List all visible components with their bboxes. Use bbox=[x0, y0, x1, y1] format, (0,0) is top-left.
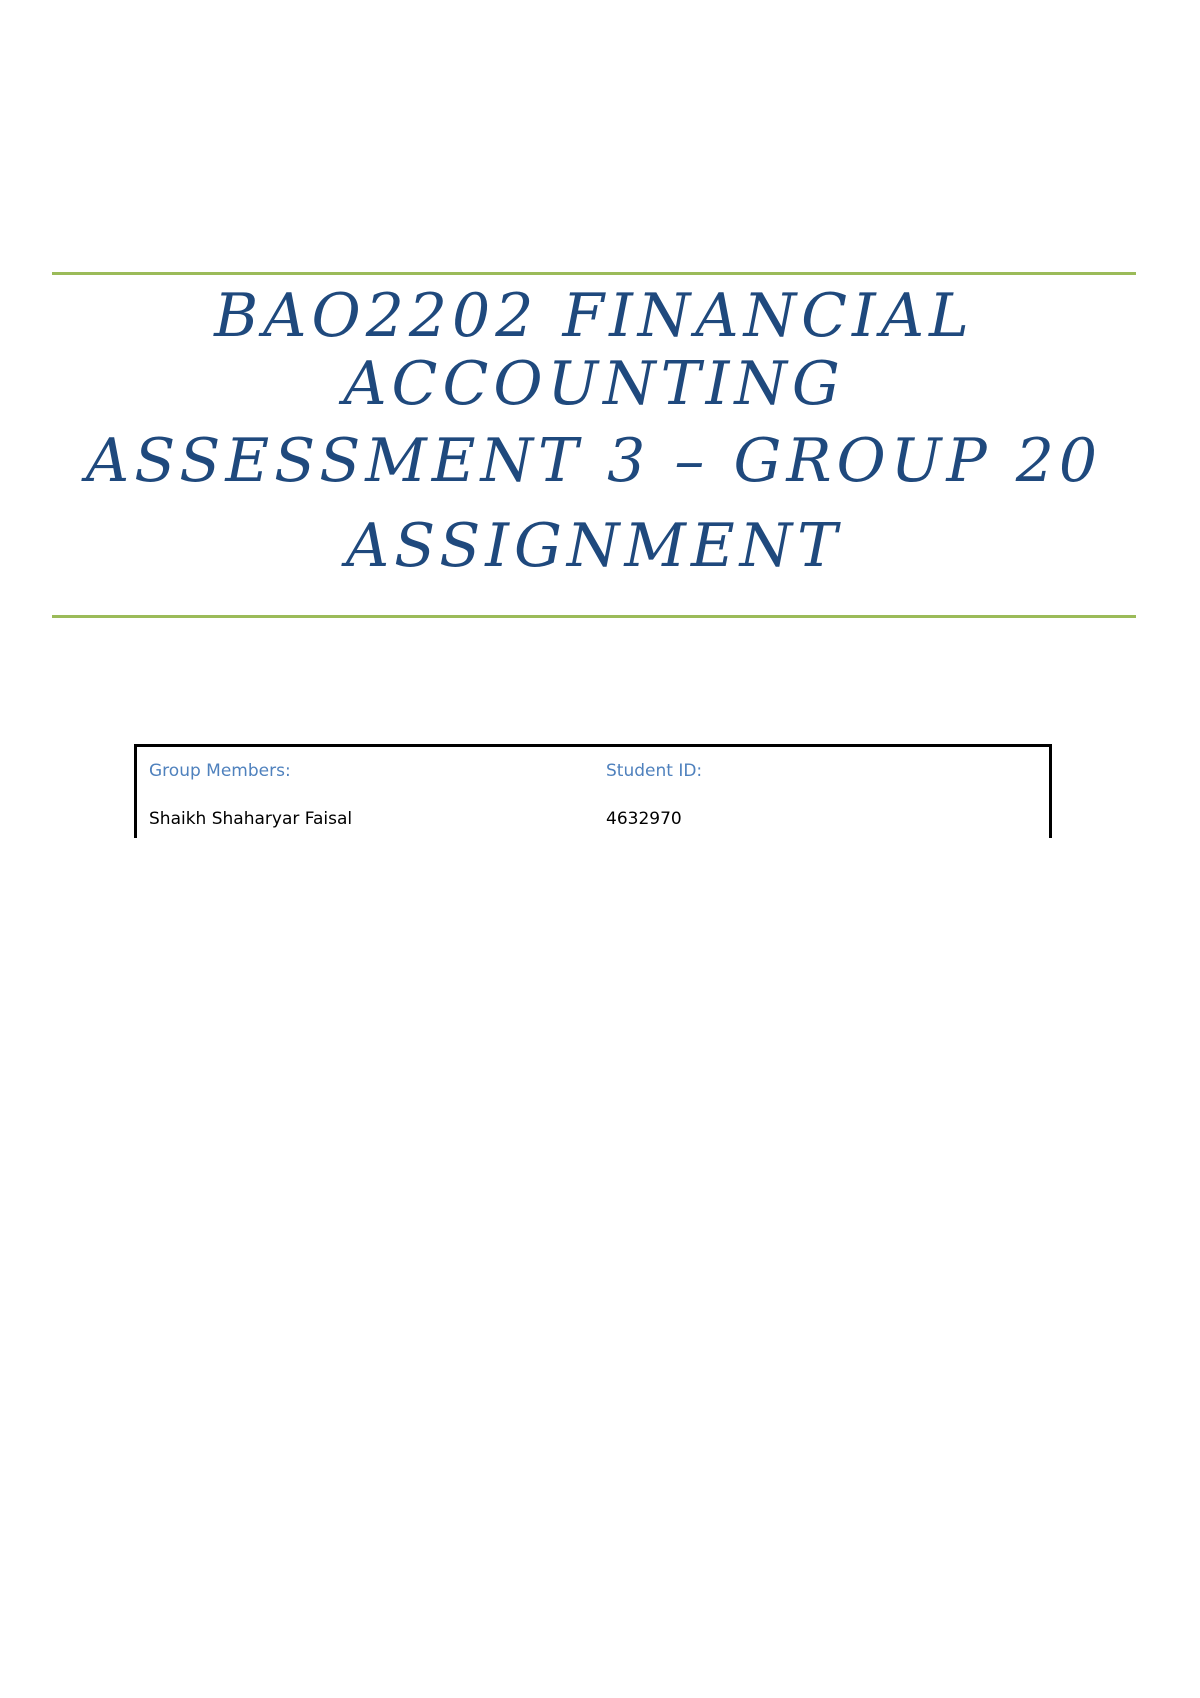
title-line-2: ACCOUNTING bbox=[343, 349, 845, 419]
header-student-id: Student ID: bbox=[606, 761, 703, 781]
title-bottom-rule bbox=[52, 615, 1136, 618]
group-members-table bbox=[134, 744, 1052, 838]
member-student-id: 4632970 bbox=[606, 809, 682, 829]
title-line-3: ASSESSMENT 3 – GROUP 20 bbox=[85, 426, 1103, 496]
member-name: Shaikh Shaharyar Faisal bbox=[149, 809, 353, 829]
title-line-1: BAO2202 FINANCIAL bbox=[214, 281, 974, 351]
header-group-members: Group Members: bbox=[149, 761, 291, 781]
document-title bbox=[52, 282, 1136, 588]
title-top-rule bbox=[52, 272, 1136, 275]
title-line-4: ASSIGNMENT bbox=[345, 511, 843, 581]
